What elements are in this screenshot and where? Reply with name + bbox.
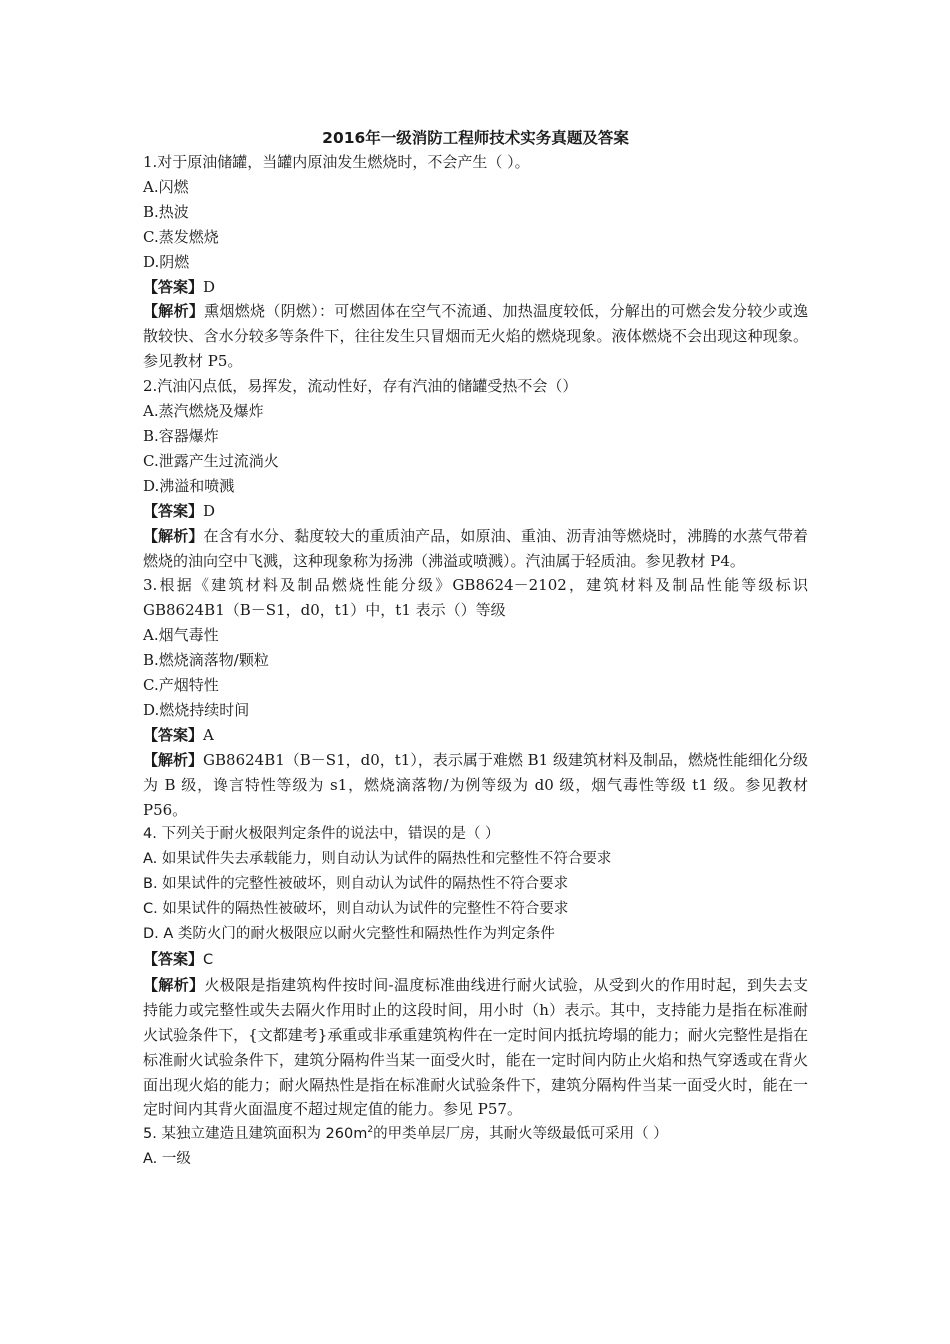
analysis-tag: 【解析】 [143,526,204,545]
q2-option-c: C.泄露产生过流淌火 [143,451,279,470]
answer-tag: 【答案】 [143,501,204,520]
q3-stem: 3.根据《建筑材料及制品燃烧性能分级》GB8624－2102，建筑材料及制品性能等级标识 GB8624B1（B－S1，d0，t1）中，t1 表示（）等级 [143,576,808,620]
answer-tag: 【答案】 [143,277,204,296]
answer-value: D [203,277,216,296]
q4-option-c: C. 如果试件的隔热性被破坏，则自动认为试件的完整性不符合要求 [143,901,569,918]
analysis-text: GB8624B1（B－S1，d0，t1），表示属于难燃 B1 级建筑材料及制品，燃烧性能细化分级为 B 级，谗言特性等级为 s1，燃烧滴落物/为例等级为 d0 级，烟气毒性等级 t1 级。参见教材 P56。 [143,750,808,819]
document-body [143,126,808,1172]
q5-stem-after: 的甲类单层厂房，其耐火等级最低可采用（ ） [373,1126,668,1143]
q1-option-a: A.闪燃 [143,177,189,196]
q4-answer [143,947,808,973]
q2-option-b: B.容器爆炸 [143,426,219,445]
q3-option-d: D.燃烧持续时间 [143,700,250,719]
q1-option-b: B.热波 [143,202,189,221]
q1-analysis [143,299,808,374]
answer-tag: 【答案】 [143,950,204,968]
analysis-tag: 【解析】 [143,975,205,994]
q1-option-c: C.蒸发燃烧 [143,227,219,246]
q3-option-c: C.产烟特性 [143,676,219,695]
q3-option-a: A.烟气毒性 [143,626,219,645]
q2-answer [143,499,808,524]
q3-answer [143,723,808,748]
analysis-text: 熏烟燃烧（阴燃）：可燃固体在空气不流通、加热温度较低，分解出的可燃会发分较少或逸散较快、含水分较多等条件下，往往发生只冒烟而无火焰的燃烧现象。液体燃烧不会出现这种现象。参见教材 P5。 [143,302,808,371]
q3-option-b: B.燃烧滴落物/颗粒 [143,651,269,670]
analysis-tag: 【解析】 [143,302,205,321]
analysis-text: 火极限是指建筑构件按时间-温度标准曲线进行耐火试验，从受到火的作用时起，到失去支持能力或完整性或失去隔火作用时止的这段时间，用小时（h）表示。其中，支持能力是指在标准耐火试验条件下，{文都建考}承重或非承重建筑构件在一定时间内抵抗垮塌的能力；耐火完整性是指在标准耐火试验条件下，建筑分隔构件当某一面受火时，能在一定时间内防止火焰和热气穿透或在背火面出现火焰的能力；耐火隔热性是指在标准耐火试验条件下，建筑分隔构件当某一面受火时，能在一定时间内其背火面温度不超过规定值的能力。参见 P57。 [143,975,808,1119]
answer-value: C [203,952,214,968]
q1-option-d: D.阴燃 [143,252,190,271]
answer-value: A [203,725,214,744]
q5-stem-superscript: 2 [367,1125,374,1136]
q4-option-b: B. 如果试件的完整性被破坏，则自动认为试件的隔热性不符合要求 [143,876,569,893]
q1-stem: 1.对于原油储罐，当罐内原油发生燃烧时，不会产生（ ）。 [143,153,530,171]
analysis-tag: 【解析】 [143,750,204,769]
q1-answer [143,275,808,300]
q2-option-a: A.蒸汽燃烧及爆炸 [143,402,264,421]
q3-analysis [143,748,808,823]
q5-option-a: A. 一级 [143,1151,191,1168]
document-title: 2016年一级消防工程师技术实务真题及答案 [322,129,629,147]
answer-value: D [203,501,216,520]
answer-tag: 【答案】 [143,725,204,744]
q5-stem [143,1122,808,1147]
q2-option-d: D.沸溢和喷溅 [143,476,235,495]
q2-stem: 2.汽油闪点低，易挥发，流动性好，存有汽油的储罐受热不会（） [143,377,578,396]
q5-stem-before: 5. 某独立建造且建筑面积为 260m [143,1126,368,1143]
q4-option-a: A. 如果试件失去承载能力，则自动认为试件的隔热性和完整性不符合要求 [143,851,612,868]
q4-stem: 4. 下列关于耐火极限判定条件的说法中，错误的是（ ） [143,826,500,843]
q4-analysis [143,973,808,1122]
q2-analysis [143,524,808,574]
analysis-text: 在含有水分、黏度较大的重质油产品，如原油、重油、沥青油等燃烧时，沸腾的水蒸气带着燃烧的油向空中飞溅，这种现象称为扬沸（沸溢或喷溅）。汽油属于轻质油。参见教材 P4。 [143,526,808,570]
q4-option-d: D. A 类防火门的耐火极限应以耐火完整性和隔热性作为判定条件 [143,926,555,943]
